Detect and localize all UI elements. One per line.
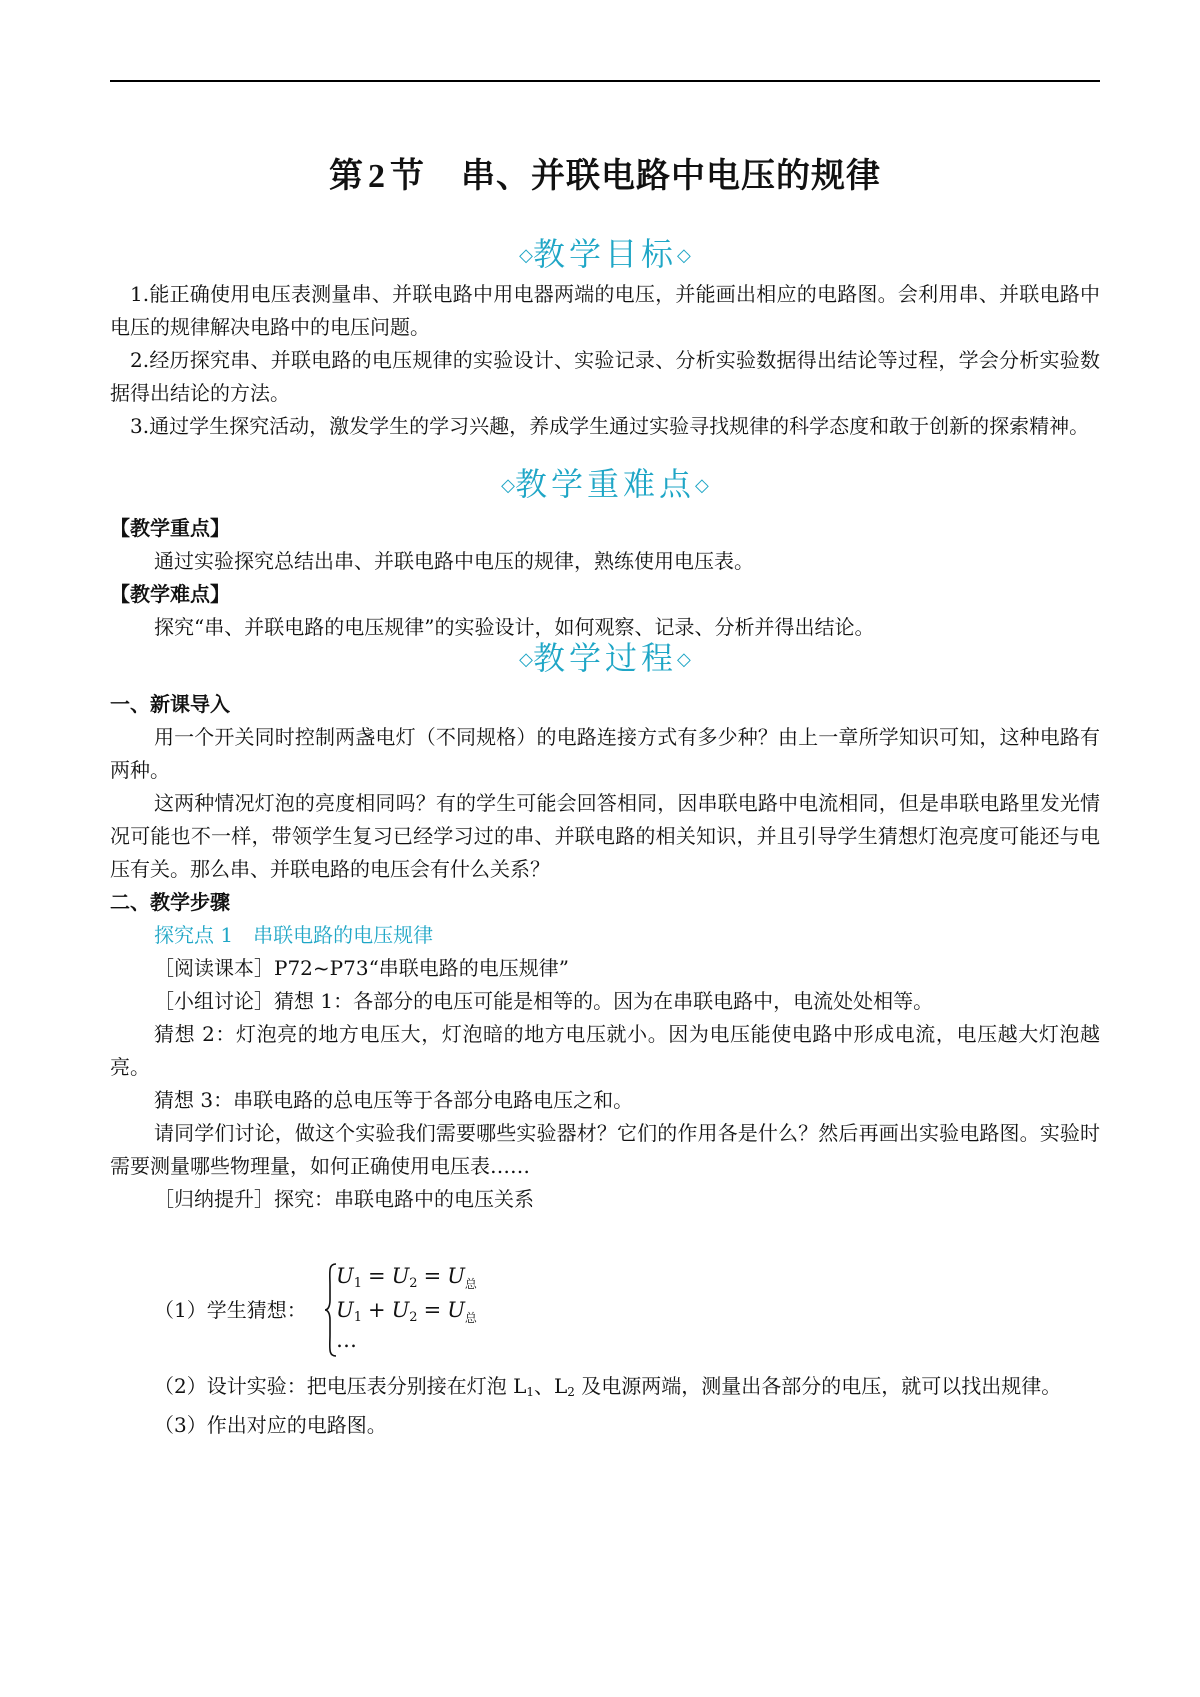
diamond-icon: ◇ bbox=[677, 649, 691, 670]
section-heading-goals: ◇教学目标◇ bbox=[519, 235, 691, 273]
read-text: ［阅读课本］P72~P73“串联电路的电压规律” bbox=[154, 956, 570, 980]
goal-item: 1.能正确使用电压表测量串、并联电路中用电器两端的电压，并能画出相应的电路图。会利用串、并联电路中电压的规律解决电路中的电压问题。 bbox=[110, 282, 1100, 339]
draw-text: （3）作出对应的电路图。 bbox=[154, 1413, 387, 1437]
process-block bbox=[110, 688, 1100, 1216]
diamond-icon: ◇ bbox=[677, 245, 691, 266]
goal-item: 2.经历探究串、并联电路的电压规律的实验设计、实验记录、分析实验数据得出结论等过程，学会分析实验数据得出结论的方法。 bbox=[110, 348, 1100, 405]
discuss-text: ［小组讨论］猜想 1：各部分的电压可能是相等的。因为在串联电路中，电流处处相等。 bbox=[154, 989, 934, 1013]
title-number: 2 bbox=[368, 158, 386, 195]
design-text: （2）设计实验：把电压表分别接在灯泡 L1、L2 及电源两端，测量出各部分的电压，就可以找出规律。 bbox=[154, 1374, 1062, 1399]
goal-item: 3.通过学生探究活动，激发学生的学习兴趣，养成学生通过实验寻找规律的科学态度和敢于创新的探索精神。 bbox=[130, 414, 1090, 438]
title-suffix: 节 bbox=[390, 156, 425, 196]
section-heading-key-points: ◇教学重难点◇ bbox=[501, 465, 709, 503]
focus-label: 【教学重点】 bbox=[110, 516, 230, 540]
process-block-2 bbox=[110, 1370, 1100, 1442]
key-points-block bbox=[110, 512, 1100, 644]
section-heading-process: ◇教学过程◇ bbox=[519, 639, 691, 677]
goals-block bbox=[110, 278, 1100, 443]
title-prefix: 第 bbox=[329, 156, 364, 196]
steps-heading: 二、教学步骤 bbox=[110, 890, 230, 914]
title-name: 串、并联电路中电压的规律 bbox=[461, 156, 881, 196]
diamond-icon: ◇ bbox=[695, 475, 709, 496]
point-heading: 探究点 1 串联电路的电压规律 bbox=[154, 923, 434, 947]
difficulty-label: 【教学难点】 bbox=[110, 582, 230, 606]
formula-line-sum: $U_1 + U_2 = U_总$ bbox=[336, 1298, 477, 1325]
intro-heading: 一、新课导入 bbox=[110, 692, 230, 716]
formula-line-equal: $U_1 = U_2 = U_总$ bbox=[336, 1264, 477, 1291]
focus-text: 通过实验探究总结出串、并联电路中电压的规律，熟练使用电压表。 bbox=[154, 549, 754, 573]
guess-text: 猜想 3：串联电路的总电压等于各部分电路电压之和。 bbox=[154, 1088, 634, 1112]
intro-paragraph: 用一个开关同时控制两盏电灯（不同规格）的电路连接方式有多少种？由上一章所学知识可知，这种电路有两种。 bbox=[110, 725, 1100, 782]
page-title bbox=[110, 152, 1100, 201]
ask-text: 请同学们讨论，做这个实验我们需要哪些实验器材？它们的作用各是什么？然后再画出实验电路图。实验时需要测量哪些物理量，如何正确使用电压表…… bbox=[110, 1121, 1100, 1178]
summary-text: ［归纳提升］探究：串联电路中的电压关系 bbox=[154, 1187, 534, 1211]
diamond-icon: ◇ bbox=[519, 245, 533, 266]
guess-label: （1）学生猜想： bbox=[154, 1298, 307, 1322]
intro-paragraph: 这两种情况灯泡的亮度相同吗？有的学生可能会回答相同，因串联电路中电流相同，但是串联电路里发光情况可能也不一样，带领学生复习已经学习过的串、并联电路的相关知识，并且引导学生猜想灯泡亮度可能还与电压有关。那么串、并联电路的电压会有什么关系？ bbox=[110, 791, 1100, 881]
diamond-icon: ◇ bbox=[501, 475, 515, 496]
header-rule bbox=[110, 80, 1100, 82]
diamond-icon: ◇ bbox=[519, 649, 533, 670]
formula-line-ellipsis: … bbox=[336, 1328, 357, 1352]
guess-text: 猜想 2：灯泡亮的地方电压大，灯泡暗的地方电压就小。因为电压能使电路中形成电流，电压越大灯泡越亮。 bbox=[110, 1022, 1100, 1079]
difficulty-text: 探究“串、并联电路的电压规律”的实验设计，如何观察、记录、分析并得出结论。 bbox=[154, 615, 875, 639]
